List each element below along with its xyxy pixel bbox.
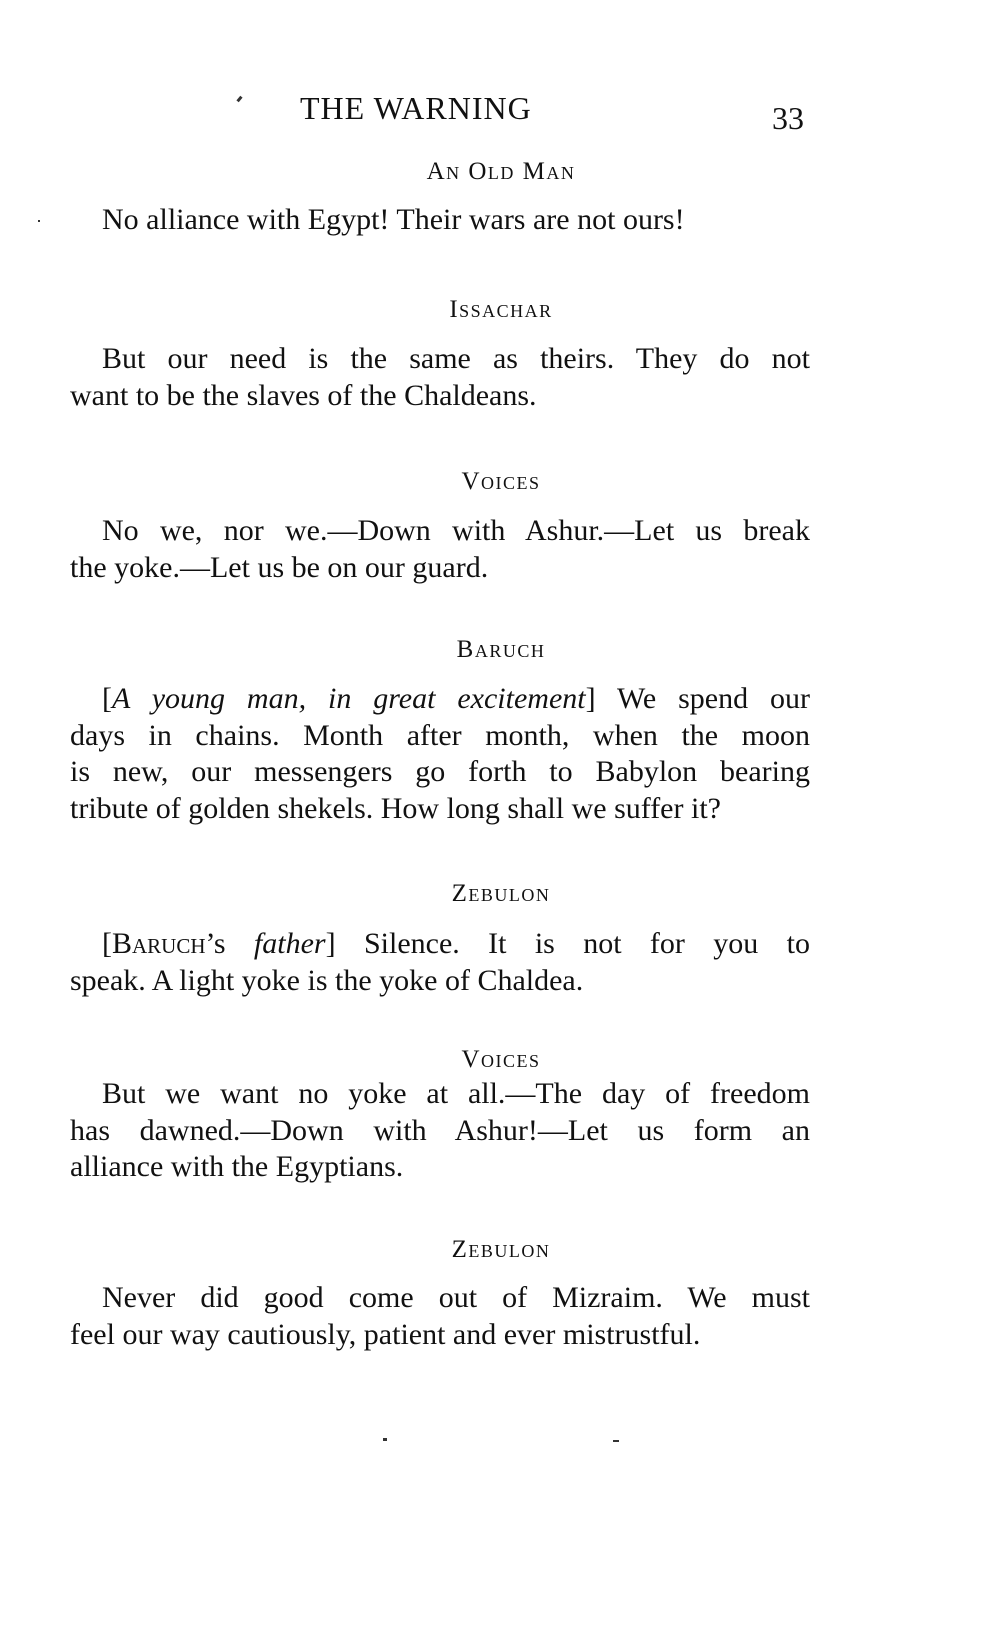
stage-direction: A young man, in great excitement — [112, 682, 586, 715]
speech-line: the yoke.—Let us be on our guard. — [70, 550, 489, 584]
speech-line: days in chains. Month after month, when the moon — [70, 718, 810, 752]
speech-text — [70, 513, 810, 586]
speaker-heading: Zebulon — [451, 1236, 551, 1263]
speech-line: has dawned.—Down with Ashur!—Let us form an — [70, 1113, 810, 1147]
scan-speck — [383, 1438, 387, 1441]
speaker-heading: Issachar — [449, 296, 553, 323]
speaker-heading: Voices — [461, 468, 541, 495]
speaker-heading: Voices — [461, 1046, 541, 1073]
speech-line: alliance with the Egyptians. — [70, 1150, 404, 1183]
speech-text — [70, 681, 810, 827]
speaker-heading: Zebulon — [451, 880, 551, 907]
speech-line: [Baruch’s father] Silence. It is not for you to — [102, 927, 810, 960]
speech-fragment: Silence. It is not for you to — [363, 927, 810, 960]
speech-line: No we, nor we.—Down with Ashur.—Let us break — [102, 514, 810, 547]
page-number: 33 — [772, 100, 804, 136]
stage-possessive: ’s — [205, 927, 226, 960]
speech-line: No alliance with Egypt! Their wars are not ours! — [102, 203, 685, 236]
speaker-heading: Baruch — [456, 636, 546, 663]
speech-fragment: We spend our — [616, 682, 810, 715]
speaker-heading: An Old Man — [426, 158, 576, 185]
speech-line: is new, our messengers go forth to Babylon bearing — [70, 755, 810, 788]
scan-speck — [38, 220, 40, 222]
speech-line: speak. A light yoke is the yoke of Chaldea. — [70, 963, 584, 997]
stage-direction: father — [253, 927, 326, 960]
speech-text — [70, 1076, 810, 1186]
speech-line: want to be the slaves of the Chaldeans. — [70, 378, 537, 412]
speech-line: But we want no yoke at all.—The day of freedom — [102, 1077, 810, 1110]
speech-line: Never did good come out of Mizraim. We must — [102, 1281, 810, 1314]
speech-line: tribute of golden shekels. How long shall we suffer it? — [70, 791, 721, 825]
speech-line: feel our way cautiously, patient and ever mistrustful. — [70, 1317, 701, 1351]
speech-line: But our need is the same as theirs. They do not — [102, 342, 810, 375]
speech-text — [70, 1280, 810, 1353]
speech-text — [70, 341, 810, 414]
scan-speck — [613, 1440, 619, 1442]
speech-text — [70, 926, 810, 999]
speech-text — [70, 202, 810, 239]
scan-speck — [236, 96, 242, 103]
speech-line: [A young man, in great excitement] We spend our — [102, 682, 810, 715]
running-title: THE WARNING — [300, 90, 532, 126]
stage-name: Baruch — [112, 927, 206, 960]
